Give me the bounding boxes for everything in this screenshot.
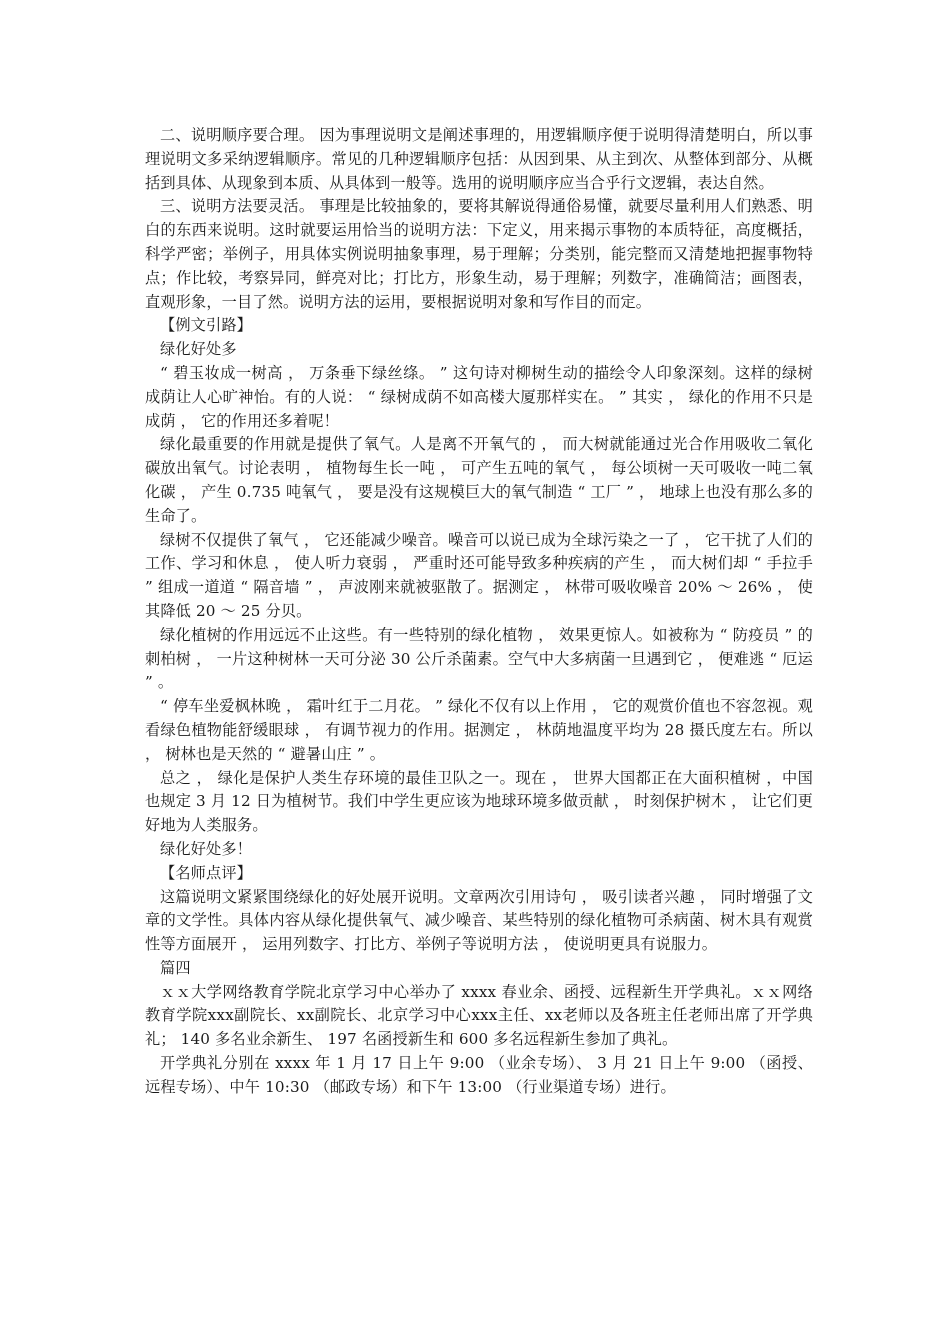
essay-paragraph-oxygen: 绿化最重要的作用就是提供了氧气。人是离不开氧气的 ， 而大树就能通过光合作用吸收二氧化碳放出氧气。讨论表明 ， 植物每生长一吨 ， 可产生五吨的氧气 ， 每公顷树一天可吸收一吨二氧化碳 ， 产生 0.735 吨氧气 ， 要是没有这规模巨大的氧气制造 “ 工厂 ” ， 地球上也没有那么多的生命了。 xyxy=(145,435,813,525)
essay-title: 绿化好处多 xyxy=(160,340,237,359)
section-heading-review: 【名师点评】 xyxy=(160,863,253,882)
news-paragraph-ceremony: ｘｘ大学网络教育学院北京学习中心举办了 xxxx 春业余、函授、远程新生开学典礼。ｘｘ网络教育学院xxx副院长、xx副院长、北京学习中心xxx主任、xx老师以及各班主任老师出席了开学典礼； 140 多名业余新生、 197 名函授新生和 600 多名远程新生参加了典礼。 xyxy=(145,982,813,1049)
paragraph-explanation-methods: 三、说明方法要灵活。 事理是比较抽象的，要将其解说得通俗易懂，就要尽量利用人们熟悉、明白的东西来说明。这时就要运用恰当的说明方法：下定义，用来揭示事物的本质特征，高度概括，科学严密；举例子，用具体实例说明抽象事理，易于理解；分类别，能完整而又清楚地把握事物特点；作比较，考察异同，鲜亮对比；打比方，形象生动，易于理解；列数字，准确简洁；画图表，直观形象，一目了然。说明方法的运用，要根据说明对象和写作目的而定。 xyxy=(145,197,813,311)
essay-paragraph-noise: 绿树不仅提供了氧气 ， 它还能减少噪音。噪音可以说已成为全球污染之一了 ， 它干扰了人们的工作、学习和休息 ， 使人听力衰弱 ， 严重时还可能导致多种疾病的产生 ， 而大树们却 “ 手拉手 ” 组成一道道 “ 隔音墙 ” ， 声波刚来就被驱散了。据测定 ， 林带可吸收噪音 20% ～ 26% ， 使其降低 20 ～ 25 分贝。 xyxy=(145,530,813,620)
news-paragraph-schedule: 开学典礼分别在 xxxx 年 1 月 17 日上午 9:00 （业余专场）、 3 月 21 日上午 9:00 （函授、远程专场）、中午 10:30 （邮政专场）和下午 13:00 （行业渠道专场）进行。 xyxy=(145,1054,813,1096)
paragraph-explanation-order: 二、说明顺序要合理。 因为事理说明文是阐述事理的，用逻辑顺序便于说明得清楚明白，所以事理说明文多采纳逻辑顺序。常见的几种逻辑顺序包括：从因到果、从主到次、从整体到部分、从概括到具体、从现象到本质、从具体到一般等。选用的说明顺序应当合乎行文逻辑，表达自然。 xyxy=(145,126,813,192)
review-paragraph: 这篇说明文紧紧围绕绿化的好处展开说明。文章两次引用诗句 ， 吸引读者兴趣 ， 同时增强了文章的文学性。具体内容从绿化提供氧气、减少噪音、某些特别的绿化植物可杀病菌、树木具有观赏性等方面展开 ， 运用列数字、打比方、举例子等说明方法 ， 使说明更具有说服力。 xyxy=(145,887,813,954)
essay-paragraph-ornamental: “ 停车坐爱枫林晚 ， 霜叶红于二月花。 ” 绿化不仅有以上作用 ， 它的观赏价值也不容忽视。观看绿色植物能舒缓眼球 ， 有调节视力的作用。据测定 ， 林荫地温度平均为 28 摄氏度左右。所以 ， 树林也是天然的 “ 避暑山庄 ” 。 xyxy=(145,697,813,763)
section-heading-part-four: 篇四 xyxy=(160,958,191,977)
section-heading-example: 【例文引路】 xyxy=(160,316,253,335)
document-body xyxy=(145,124,813,1100)
essay-paragraph-special-plants: 绿化植树的作用远远不止这些。有一些特别的绿化植物 ， 效果更惊人。如被称为 “ 防疫员 ” 的刺柏树 ， 一片这种树林一天可分泌 30 公斤杀菌素。空气中大多病菌一旦遇到它 ， 便难逃 “ 厄运 ” 。 xyxy=(145,625,813,692)
essay-closing-line: 绿化好处多！ xyxy=(160,839,253,858)
essay-paragraph-intro: “ 碧玉妆成一树高 ， 万条垂下绿丝绦。 ” 这句诗对柳树生动的描绘令人印象深刻。这样的绿树成荫让人心旷神怡。有的人说： “ 绿树成荫不如高楼大厦那样实在。 ” 其实 ， 绿化的作用不只是成荫 ， 它的作用还多着呢！ xyxy=(145,363,813,430)
essay-paragraph-conclusion: 总之 ， 绿化是保护人类生存环境的最佳卫队之一。现在 ， 世界大国都正在大面积植树 ，中国也规定 3 月 12 日为植树节。我们中学生更应该为地球环境多做贡献 ， 时刻保护树木 ， 让它们更好地为人类服务。 xyxy=(145,768,813,835)
